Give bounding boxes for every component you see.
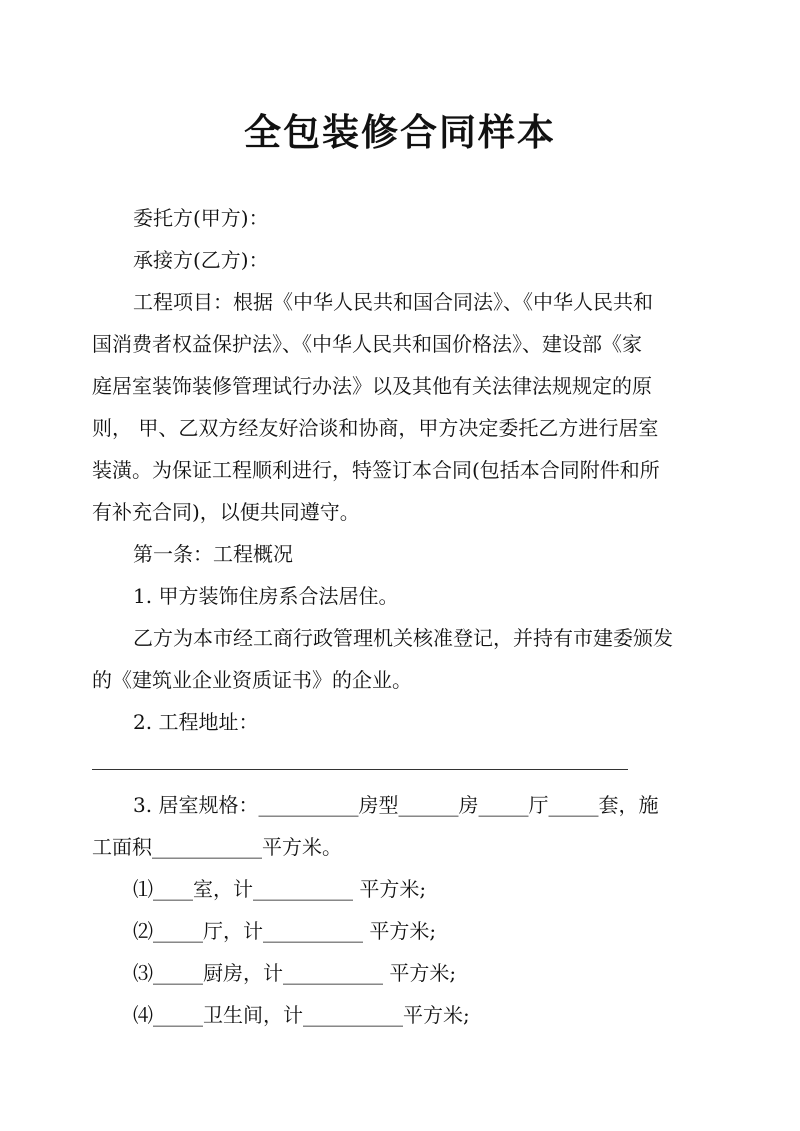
- paragraph-line: 则， 甲、乙双方经友好洽谈和协商，甲方决定委托乙方进行居室: [92, 416, 659, 440]
- paragraph-line: 国消费者权益保护法》、《中华人民共和国价格法》、建设部《家: [92, 332, 642, 356]
- paragraph-line: 装潢。为保证工程顺利进行，特签订本合同(包括本合同附件和所: [92, 458, 660, 482]
- paragraph-line: 工面积___________平方米。: [92, 835, 342, 859]
- room-item: ⑵_____厅，计__________ 平方米;: [133, 919, 437, 943]
- party-a-line: 委托方(甲方)：: [133, 206, 269, 230]
- clause-item: 2. 工程地址：: [133, 710, 259, 734]
- paragraph-line: 有补充合同)，以便共同遵守。: [92, 500, 360, 524]
- document-title: 全包装修合同样本: [244, 111, 556, 154]
- section-heading: 第一条：工程概况: [133, 542, 293, 566]
- address-blank-line: [92, 769, 628, 770]
- clause-item: 1. 甲方装饰住房系合法居住。: [133, 584, 399, 608]
- paragraph-line: 工程项目：根据《中华人民共和国合同法》、《中华人民共和: [133, 290, 653, 314]
- room-item: ⑴____室，计__________ 平方米;: [133, 877, 427, 901]
- clause-item: 3. 居室规格：__________房型______房_____厅_____套，施: [133, 793, 659, 817]
- room-item: ⑷_____卫生间，计__________平方米;: [133, 1003, 470, 1027]
- paragraph-line: 乙方为本市经工商行政管理机关核准登记，并持有市建委颁发: [133, 626, 673, 650]
- paragraph-line: 的《建筑业企业资质证书》的企业。: [92, 668, 412, 692]
- paragraph-line: 庭居室装饰装修管理试行办法》以及其他有关法律法规规定的原: [92, 374, 652, 398]
- room-item: ⑶_____厨房，计__________ 平方米;: [133, 961, 457, 985]
- party-b-line: 承接方(乙方)：: [133, 248, 269, 272]
